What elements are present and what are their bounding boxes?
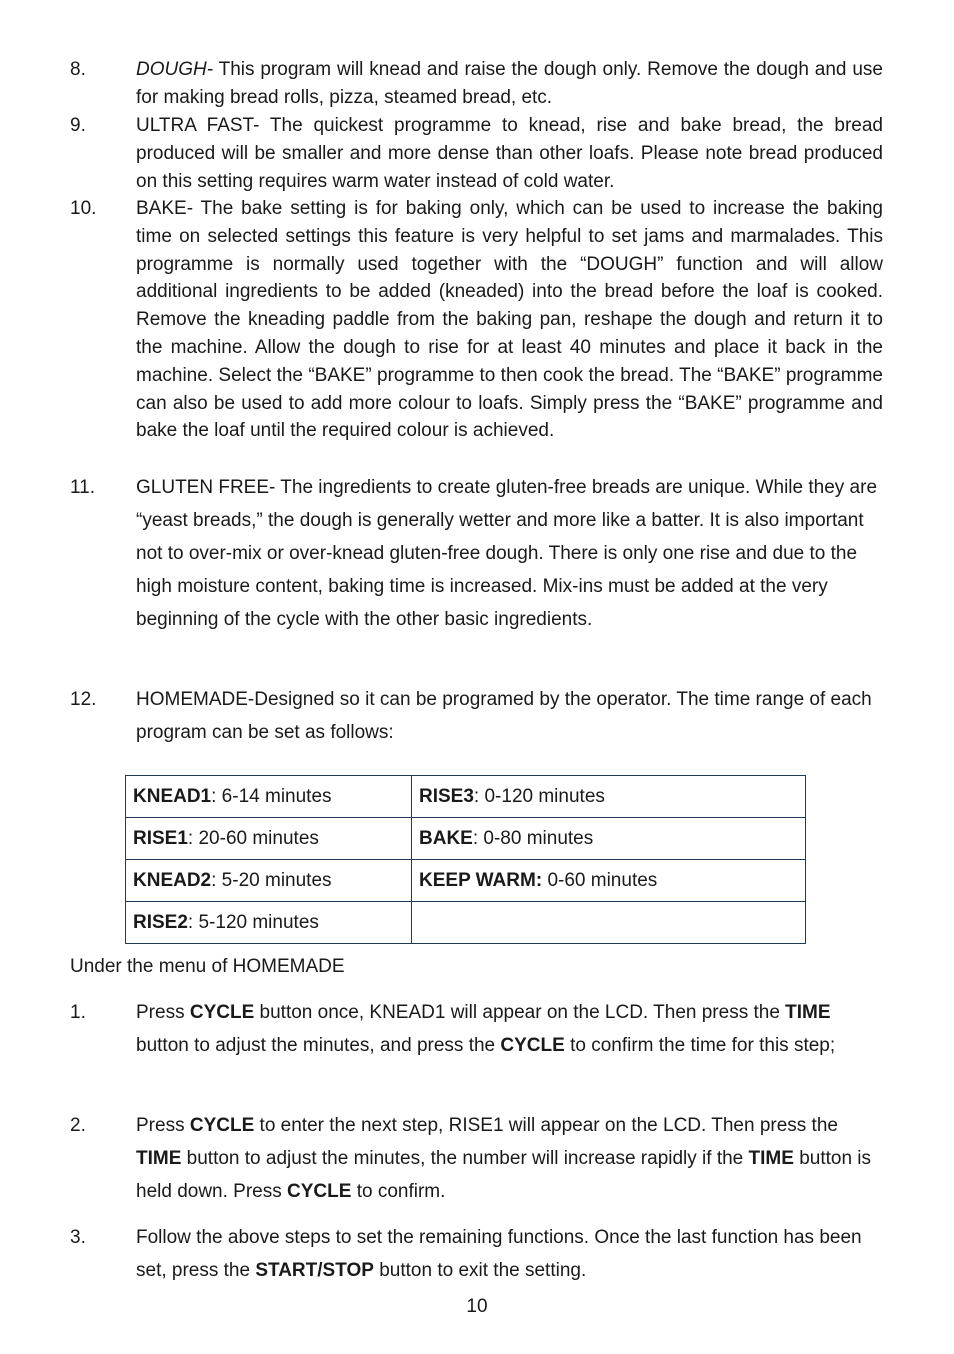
button-name: TIME xyxy=(748,1148,794,1169)
step-text-part: button to exit the setting. xyxy=(373,1260,587,1281)
item-number: 8. xyxy=(70,59,86,80)
list-item-bake xyxy=(70,195,883,445)
cell-label: RISE3 xyxy=(419,785,474,807)
step-number: 3. xyxy=(70,1227,86,1248)
button-name: CYCLE xyxy=(287,1181,352,1202)
cell-value: : 0-80 minutes xyxy=(472,827,594,849)
table-cell xyxy=(412,860,806,902)
step-text xyxy=(136,1221,883,1287)
table-cell xyxy=(126,776,412,818)
under-menu-heading: Under the menu of HOMEMADE xyxy=(70,956,345,977)
step-text-part: to confirm. xyxy=(351,1181,446,1202)
button-name: START/STOP xyxy=(255,1260,374,1281)
button-name: TIME xyxy=(136,1148,182,1169)
table-row xyxy=(126,860,806,902)
item-number: 12. xyxy=(70,689,97,710)
cell-label: BAKE xyxy=(419,827,473,849)
cell-label: RISE1 xyxy=(133,827,188,849)
item-text: HOMEMADE-Designed so it can be programed by the operator. The time range of each program can be set as follows: xyxy=(136,689,872,743)
item-number: 9. xyxy=(70,115,86,136)
cell-value: : 6-14 minutes xyxy=(211,785,332,807)
step-text xyxy=(136,996,883,1062)
button-name: CYCLE xyxy=(189,1002,255,1023)
cell-value: : 5-120 minutes xyxy=(187,911,319,933)
step-text-part: to confirm the time for this step; xyxy=(564,1035,836,1056)
step-text-part: Press xyxy=(136,1115,190,1136)
step-text-part: to enter the next step, RISE1 will appear on the LCD. Then press the xyxy=(254,1115,838,1136)
table-cell xyxy=(126,902,412,944)
page-number: 10 xyxy=(466,1296,488,1317)
item-text: GLUTEN FREE- The ingredients to create gluten-free breads are unique. While they are “yeast breads,” the dough is generally wetter and more like a batter. It is also important not to over-mix or over-knead gluten-free dough. There is only one rise and due to the high moisture content, baking time is increased. Mix-ins must be added at the very beginning of the cycle with the other basic ingredients. xyxy=(136,477,878,630)
cell-label: RISE2 xyxy=(133,911,188,933)
list-item-homemade xyxy=(70,683,883,749)
button-name: CYCLE xyxy=(189,1115,255,1136)
cell-label: KEEP WARM: xyxy=(419,869,543,891)
cell-value: 0-60 minutes xyxy=(542,869,658,891)
item-title: DOUGH- xyxy=(136,59,214,80)
step-text-part: Follow the above steps to set the remaining functions. Once the last function has been set, press the xyxy=(136,1227,862,1281)
list-item-dough xyxy=(70,56,883,112)
table-cell xyxy=(126,860,412,902)
button-name: CYCLE xyxy=(500,1035,565,1056)
table-row xyxy=(126,902,806,944)
cell-value: : 20-60 minutes xyxy=(187,827,319,849)
table-row xyxy=(126,818,806,860)
item-number: 11. xyxy=(70,477,96,498)
list-item-gluten-free xyxy=(70,471,883,636)
step-text xyxy=(136,1109,883,1208)
item-text: ULTRA FAST- The quickest programme to knead, rise and bake bread, the bread produced will be smaller and more dense than other loafs. Please note bread produced on this setting requires warm water instead of cold water. xyxy=(136,115,883,192)
cell-label: KNEAD2 xyxy=(133,869,212,891)
step-text-part: button to adjust the minutes, the number will increase rapidly if the xyxy=(181,1148,749,1169)
step-text-part: button is held down. Press xyxy=(136,1148,872,1202)
table-cell xyxy=(412,818,806,860)
table-cell xyxy=(412,902,806,944)
step-number: 2. xyxy=(70,1115,86,1136)
step-item xyxy=(70,996,883,1062)
table-cell xyxy=(412,776,806,818)
step-text-part: Press xyxy=(136,1002,190,1023)
cell-value: : 5-20 minutes xyxy=(211,869,332,891)
step-item xyxy=(70,1109,883,1208)
cell-value: : 0-120 minutes xyxy=(473,785,605,807)
homemade-time-table xyxy=(125,775,806,944)
item-text xyxy=(136,56,883,112)
item-number: 10. xyxy=(70,198,97,219)
step-text-part: button once, KNEAD1 will appear on the LCD. Then press the xyxy=(254,1002,786,1023)
step-number: 1. xyxy=(70,1002,86,1023)
list-item-ultra-fast xyxy=(70,112,883,195)
table-cell xyxy=(126,818,412,860)
item-body: This program will knead and raise the dough only. Remove the dough and use for making bread rolls, pizza, steamed bread, etc. xyxy=(136,59,883,108)
button-name: TIME xyxy=(785,1002,831,1023)
cell-label: KNEAD1 xyxy=(133,785,212,807)
step-text-part: button to adjust the minutes, and press the xyxy=(136,1035,501,1056)
step-item xyxy=(70,1221,883,1287)
table-row xyxy=(126,776,806,818)
item-text: BAKE- The bake setting is for baking only, which can be used to increase the baking time on selected settings this feature is very helpful to set jams and marmalades. This programme is normally used together with the “DOUGH” function and will allow additional ingredients to be added (kneaded) into the bread before the loaf is cooked. Remove the kneading paddle from the baking pan, reshape the dough and return it to the machine. Allow the dough to rise for at least 40 minutes and place it back in the machine. Select the “BAKE” programme to then cook the bread. The “BAKE” programme can also be used to add more colour to loafs. Simply press the “BAKE” programme and bake the loaf until the required colour is achieved. xyxy=(136,198,883,442)
